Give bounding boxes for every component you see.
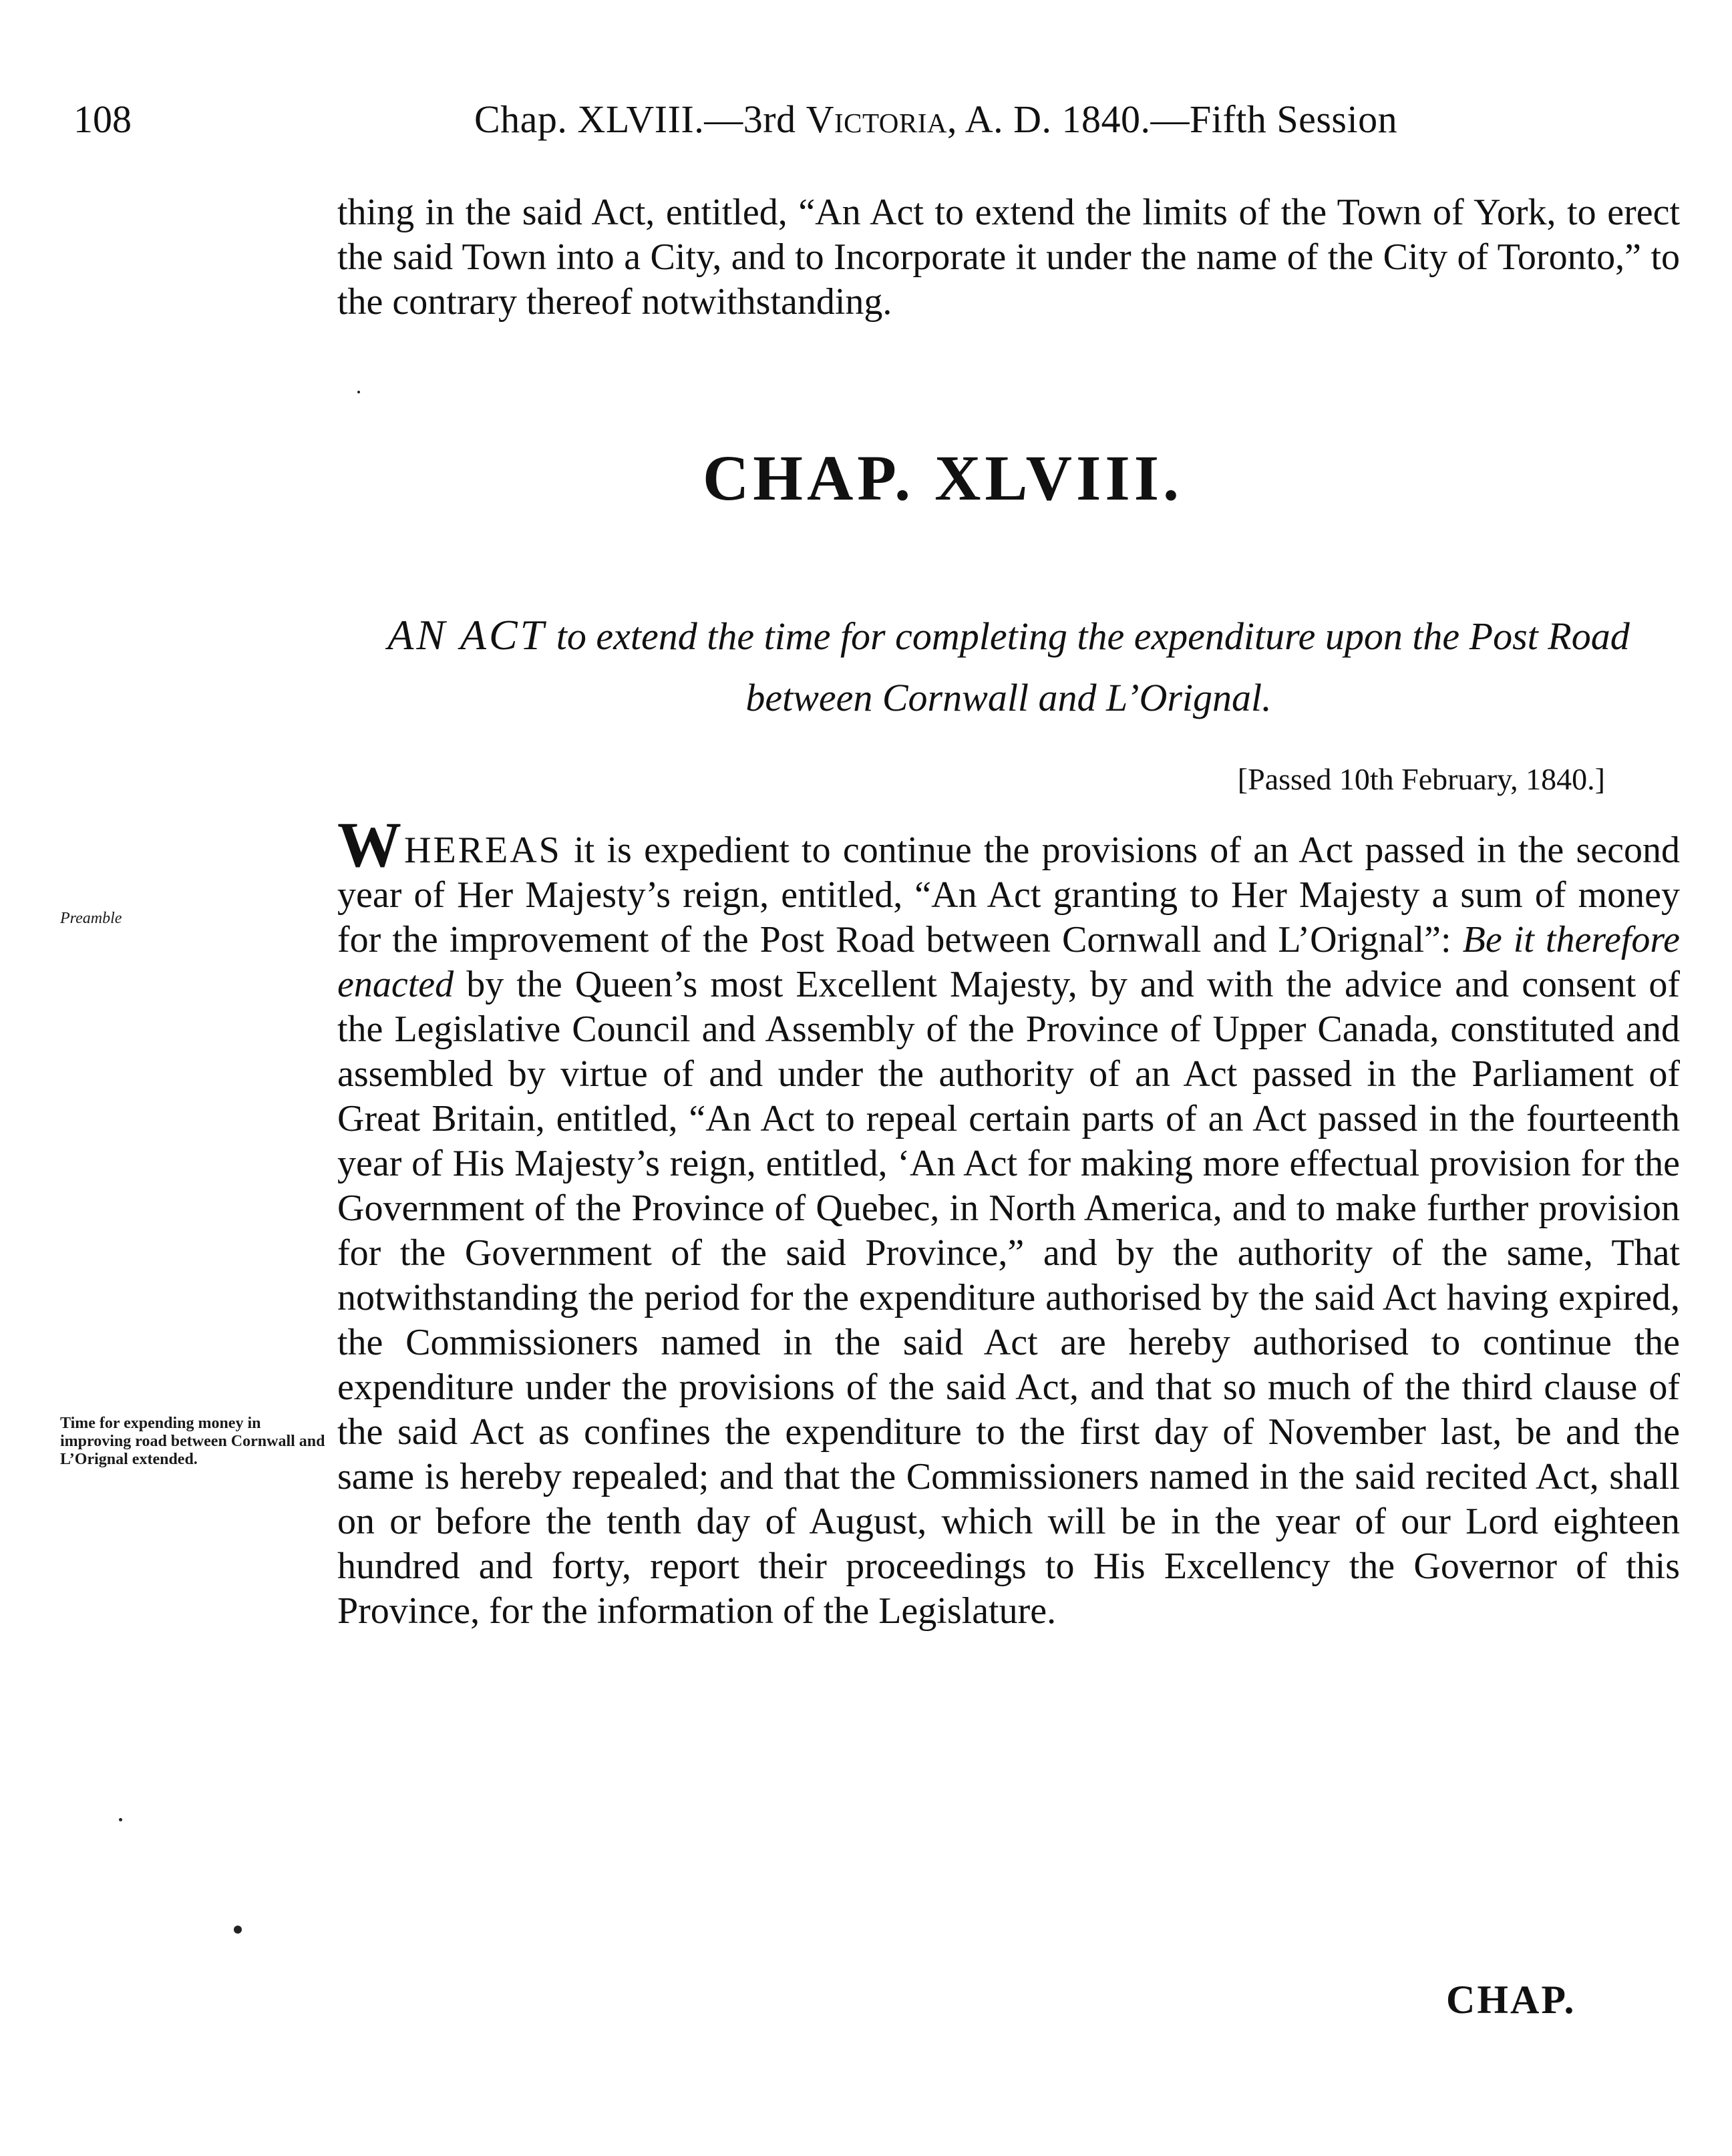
act-body [337,809,1680,1634]
act-title [337,604,1680,729]
page-number: 108 [73,98,132,141]
scan-speck [119,1818,122,1821]
body-part-2: by the Queen’s most Excellent Majesty, by and with the advice and consent of the Legislative Council and Assembly of the Province of Upper Canada, constituted and assembled by virtue of and under the authority of an Act passed in the Parliament of Great Britain, entitled, “An Act to repeal certain parts of an Act passed in the fourteenth year of His Majesty’s reign, entitled, ‘An Act for making more effectual provision for the Government of the Province of Quebec, in North America, and to make further provision for the Government of the said Province,” and by the authority of the same, That notwithstanding the period for the expenditure authorised by the said Act having expired, the Commissioners named in the said Act are hereby authorised to continue the expenditure under the provisions of the said Act, and that so much of the third clause of the said Act as confines the expenditure to the first day of November last, be and the same is hereby repealed; and that the Commissioners named in the said recited Act, shall on or before the tenth day of August, which will be in the year of our Lord eighteen hundred and forty, report their proceedings to His Excellency the Governor of this Province, for the information of the Legislature. [337,964,1680,1632]
running-head [474,100,1397,139]
running-head-reign: Victoria [806,98,947,141]
act-title-rest: to extend the time for completing the expenditure upon the Post Road between Cornwall and L’Orignal. [546,614,1630,719]
running-head-suffix: , A. D. 1840.—Fifth Session [946,98,1398,141]
margin-note-preamble: Preamble [60,910,122,927]
catchword: CHAP. [1446,1978,1576,2022]
continued-paragraph: thing in the said Act, entitled, “An Act to extend the limits of the Town of York, to erect the said Town into a City, and to Incorporate it under the name of the City of Toronto,” to the contrary thereof notwithstanding. [337,192,1680,323]
body-lead-word: HEREAS [404,830,562,871]
running-head-prefix: Chap. XLVIII.—3rd [474,98,806,141]
act-title-lead: AN ACT [387,611,547,659]
passed-date: [Passed 10th February, 1840.] [1237,762,1605,796]
drop-cap: W [337,809,401,880]
chapter-title: CHAP. XLVIII. [702,442,1184,514]
enacting-phrase: Be it therefore enacted [337,919,1680,1005]
scan-speck [234,1926,242,1934]
body-part-1: it is expedient to continue the provisions of an Act passed in the second year of Her Majesty’s reign, entitled, “An Act granting to Her Majesty a sum of money for the improvement of the Post Road between Cornwall and L’Orignal”: [337,830,1680,960]
scan-speck [357,391,360,393]
margin-note-time-extended: Time for expending money in improving road between Cornwall and L’Orignal extended. [60,1415,325,1468]
